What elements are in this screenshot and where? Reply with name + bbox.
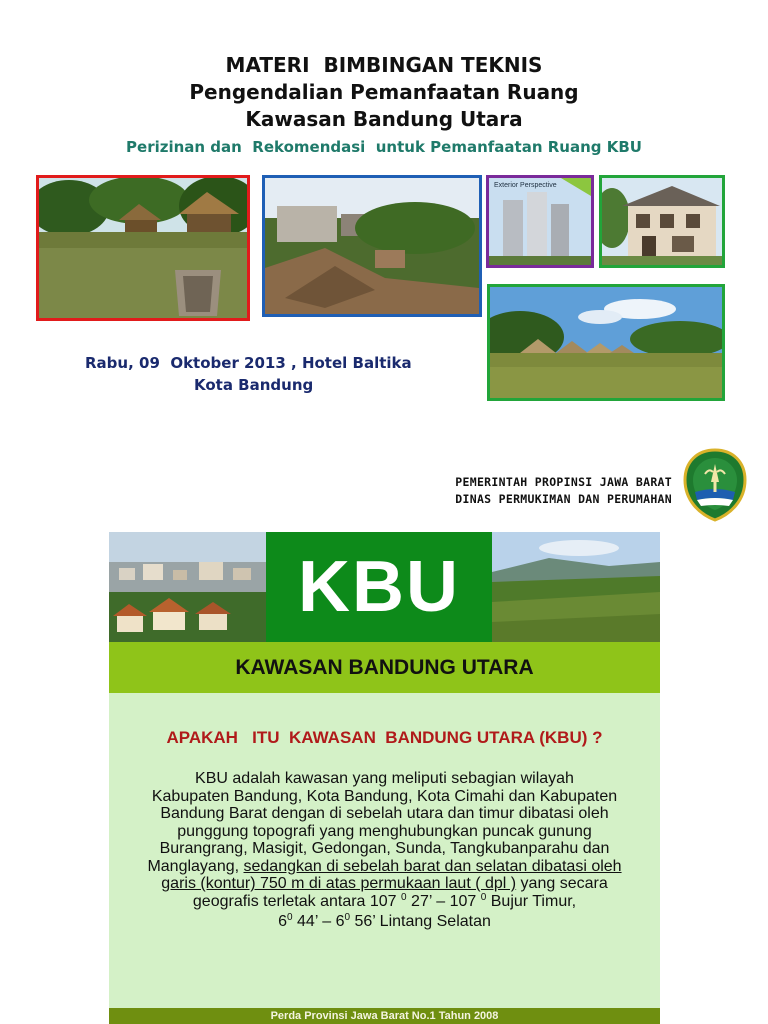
title-line-3: Kawasan Bandung Utara <box>245 107 523 131</box>
kbu-panel <box>109 532 660 1024</box>
event-city: Kota Bandung <box>194 376 314 394</box>
definition-line: Kabupaten Bandung, Kota Bandung, Kota Cimahi dan Kabupaten <box>151 787 618 805</box>
definition-text: Manglayang, <box>147 857 244 875</box>
photo-townhouse <box>599 175 725 268</box>
photo-apartment-towers <box>486 175 594 268</box>
photo-pond-huts <box>36 175 250 321</box>
title-line-2: Pengendalian Pemanfaatan Ruang <box>189 80 579 104</box>
government-line-1: PEMERINTAH PROPINSI JAWA BARAT <box>455 475 672 489</box>
degree-sup: 0 <box>344 912 351 923</box>
photo-landslide <box>262 175 482 317</box>
kbu-band-title: KAWASAN BANDUNG UTARA <box>109 642 660 693</box>
kbu-footer: Perda Provinsi Jawa Barat No.1 Tahun 2008 <box>109 1008 660 1024</box>
kbu-banner-photos <box>109 532 660 642</box>
definition-line: KBU adalah kawasan yang meliputi sebagian wilayah <box>195 770 574 787</box>
definition-text: 27’ – 107 <box>406 892 481 910</box>
definition-underlined: sedangkan di sebelah barat dan selatan dibatasi oleh <box>243 857 622 875</box>
subtitle: Perizinan dan Rekomendasi untuk Pemanfaatan Ruang KBU <box>126 138 642 156</box>
government-block <box>455 474 672 508</box>
kbu-question: APAKAH ITU KAWASAN BANDUNG UTARA (KBU) ? <box>166 728 603 747</box>
definition-text: yang secara <box>516 875 608 892</box>
definition-line <box>119 858 650 876</box>
kbu-logo: KBU <box>266 532 492 642</box>
definition-line <box>119 875 650 893</box>
government-line-2: DINAS PERMUKIMAN DAN PERUMAHAN <box>455 492 672 506</box>
definition-text: geografis terletak antara 107 <box>192 892 402 910</box>
degree-sup: 0 <box>287 912 293 923</box>
event-date-venue: Rabu, 09 Oktober 2013 , Hotel Baltika <box>85 354 412 372</box>
definition-text: 56’ Lintang Selatan <box>350 913 491 930</box>
definition-line: punggung topografi yang menghubungkan puncak gunung <box>177 822 592 840</box>
degree-sup: 0 <box>480 891 487 903</box>
photo-field-gazebos <box>487 284 725 401</box>
definition-text: 6 <box>278 913 288 930</box>
definition-line: Burangrang, Masigit, Gedongan, Sunda, Tangkubanparahu dan <box>159 840 610 857</box>
definition-text: Bujur Timur, <box>486 892 577 910</box>
title-line-1: MATERI BIMBINGAN TEKNIS <box>225 53 543 77</box>
degree-sup: 0 <box>401 891 407 903</box>
definition-line: Bandung Barat dengan di sebelah utara dan timur dibatasi oleh <box>160 805 609 822</box>
definition-text: 44’ – 6 <box>292 913 345 930</box>
definition-line <box>119 913 650 931</box>
definition-underlined: garis (kontur) 750 m di atas permukaan laut ( dpl ) <box>161 875 517 892</box>
exterior-perspective-label: Exterior Perspective <box>494 182 557 189</box>
kbu-definition <box>119 770 650 931</box>
west-java-emblem-icon <box>683 448 747 522</box>
title-block <box>0 52 768 157</box>
definition-line <box>119 893 650 911</box>
